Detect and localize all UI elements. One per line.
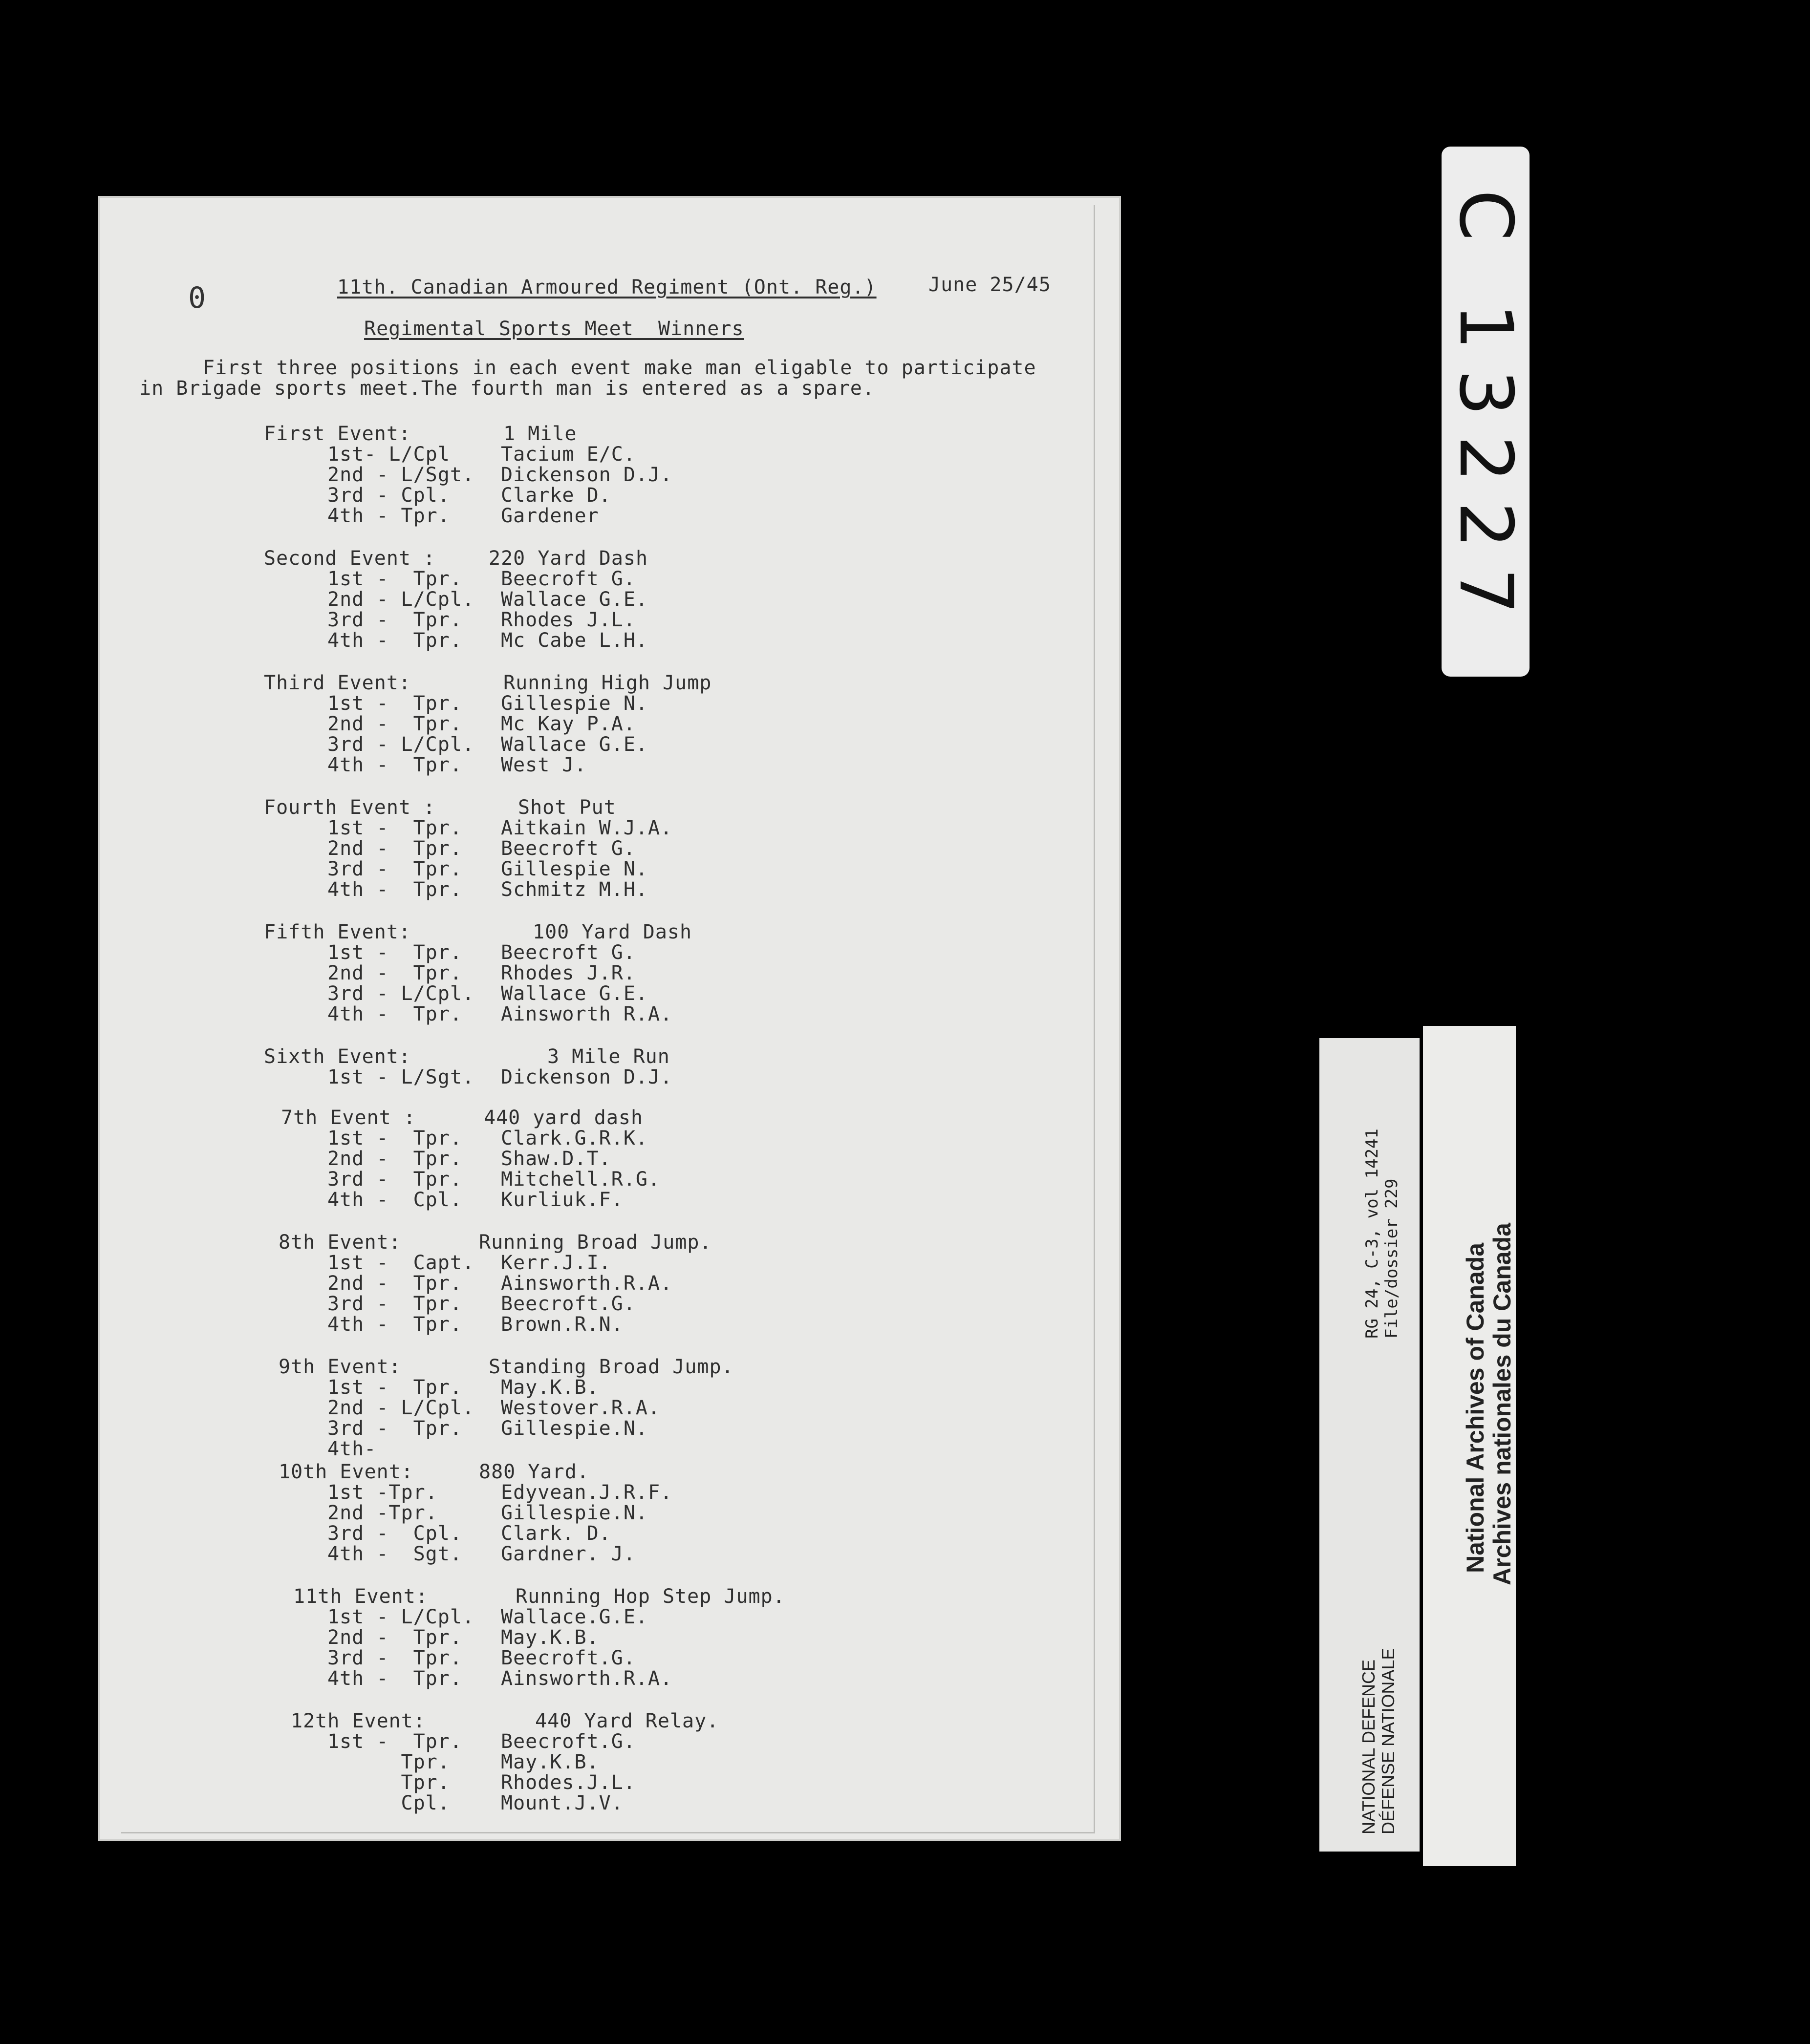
winner-name: Beecroft.G. (501, 1647, 636, 1669)
winner-place: Tpr. (327, 1751, 450, 1773)
winner-place: 1st - L/Cpl. (327, 1606, 474, 1628)
winner-place: 3rd - Cpl. (327, 484, 450, 507)
winner-name: Brown.R.N. (501, 1313, 624, 1336)
winner-place: 3rd - L/Cpl. (327, 982, 474, 1005)
winner-name: Mc Cabe L.H. (501, 629, 648, 652)
reel-label (1442, 147, 1530, 677)
winner-place: 1st - Tpr. (327, 1127, 462, 1150)
event-label: 9th Event: (279, 1356, 401, 1378)
winner-place: 2nd - Tpr. (327, 1148, 462, 1170)
winner-place: 4th - Tpr. (327, 629, 462, 652)
winner-name: Ainsworth.R.A. (501, 1667, 673, 1690)
winner-name: May.K.B. (501, 1626, 599, 1649)
winner-place: 3rd - Tpr. (327, 609, 462, 631)
winner-place: 4th - Cpl. (327, 1189, 462, 1211)
winner-name: Gillespie N. (501, 692, 648, 715)
reference-line-1: RG 24, C-3, vol 14241 (1362, 1128, 1382, 1339)
winner-name: Beecroft G. (501, 837, 636, 860)
winner-place: 2nd - L/Sgt. (327, 464, 474, 486)
winner-name: Rhodes J.L. (501, 609, 636, 631)
winner-place: 2nd - Tpr. (327, 1272, 462, 1295)
intro-line-2: in Brigade sports meet.The fourth man is entered as a spare. (139, 377, 875, 400)
reel-number: C 13227 (1443, 189, 1528, 634)
winner-place: 4th - Tpr. (327, 1313, 462, 1336)
winner-place: 3rd - Cpl. (327, 1522, 462, 1545)
winner-place: 1st- L/Cpl (327, 443, 450, 466)
margin-mark: 0 (188, 281, 206, 315)
winner-name: Ainsworth R.A. (501, 1003, 673, 1025)
reference-line-2: File/dossier 229 (1382, 1178, 1401, 1339)
event-label: 8th Event: (279, 1231, 401, 1254)
winner-place: 4th - Tpr. (327, 1667, 462, 1690)
winner-name: Kerr.J.I. (501, 1252, 611, 1274)
event-name: 440 Yard Relay. (535, 1710, 719, 1732)
winner-name: Aitkain W.J.A. (501, 817, 673, 839)
event-label: 7th Event : (281, 1107, 416, 1129)
winner-name: Gardener (501, 505, 599, 527)
winner-name: Wallace G.E. (501, 733, 648, 756)
winner-place: 1st - Tpr. (327, 941, 462, 964)
winner-place: 4th - Sgt. (327, 1543, 462, 1565)
event-name: Running Hop Step Jump. (516, 1585, 785, 1608)
event-name: Running Broad Jump. (479, 1231, 712, 1254)
winner-place: 1st - Tpr. (327, 817, 462, 839)
event-name: 880 Yard. (479, 1461, 589, 1483)
winner-name: Dickenson D.J. (501, 464, 673, 486)
winner-name: Schmitz M.H. (501, 878, 648, 901)
event-label: Sixth Event: (264, 1045, 411, 1068)
winner-name: Gillespie N. (501, 858, 648, 880)
winner-place: 4th - Tpr. (327, 1003, 462, 1025)
intro-line-1: First three positions in each event make man eligable to participate (203, 357, 1036, 379)
winner-name: Edyvean.J.R.F. (501, 1481, 673, 1504)
winner-name: Beecroft G. (501, 941, 636, 964)
winner-place: 3rd - Tpr. (327, 858, 462, 880)
winner-name: Gardner. J. (501, 1543, 636, 1565)
event-name: Running High Jump (503, 672, 712, 694)
winner-place: 1st - Tpr. (327, 1730, 462, 1753)
winner-place: 4th - Tpr. (327, 878, 462, 901)
winner-name: West J. (501, 754, 587, 776)
winner-place: 2nd - Tpr. (327, 837, 462, 860)
event-label: Fifth Event: (264, 921, 411, 943)
winner-place: 2nd -Tpr. (327, 1502, 438, 1524)
event-label: 11th Event: (293, 1585, 428, 1608)
archive-line-2: Archives nationales du Canada (1488, 1223, 1516, 1585)
event-name: 1 Mile (503, 423, 577, 445)
event-label: 10th Event: (279, 1461, 413, 1483)
event-name: 440 yard dash (484, 1107, 644, 1129)
winner-place: 1st -Tpr. (327, 1481, 438, 1504)
winner-place: 4th- (327, 1438, 377, 1460)
winner-place: 2nd - Tpr. (327, 1626, 462, 1649)
winner-place: 4th - Tpr. (327, 754, 462, 776)
winner-place: 3rd - Tpr. (327, 1647, 462, 1669)
winner-name: Beecroft.G. (501, 1730, 636, 1753)
event-name: 3 Mile Run (547, 1045, 670, 1068)
winner-name: Rhodes.J.L. (501, 1771, 636, 1794)
winner-name: Kurliuk.F. (501, 1189, 624, 1211)
winner-place: 1st - Tpr. (327, 692, 462, 715)
winner-place: 1st - L/Sgt. (327, 1066, 474, 1088)
winner-name: Mount.J.V. (501, 1792, 624, 1814)
event-name: Standing Broad Jump. (489, 1356, 734, 1378)
winner-name: May.K.B. (501, 1376, 599, 1399)
winner-place: Cpl. (327, 1792, 450, 1814)
winner-place: 2nd - L/Cpl. (327, 588, 474, 611)
event-label: Third Event: (264, 672, 411, 694)
winner-place: 1st - Capt. (327, 1252, 474, 1274)
winner-place: 2nd - Tpr. (327, 962, 462, 984)
document-header: 11th. Canadian Armoured Regiment (Ont. Reg.) (337, 276, 877, 298)
event-label: 12th Event: (291, 1710, 426, 1732)
winner-place: 1st - Tpr. (327, 568, 462, 590)
winner-name: Dickenson D.J. (501, 1066, 673, 1088)
winner-place: 2nd - Tpr. (327, 713, 462, 735)
winner-name: Beecroft G. (501, 568, 636, 590)
winner-name: Mitchell.R.G. (501, 1168, 661, 1191)
event-label: Second Event : (264, 547, 436, 570)
winner-name: Wallace G.E. (501, 982, 648, 1005)
winner-name: May.K.B. (501, 1751, 599, 1773)
event-name: Shot Put (518, 796, 616, 819)
winner-place: 2nd - L/Cpl. (327, 1397, 474, 1419)
winner-name: Wallace G.E. (501, 588, 648, 611)
winner-name: Clarke D. (501, 484, 611, 507)
winner-name: Clark.G.R.K. (501, 1127, 648, 1150)
winner-place: 3rd - Tpr. (327, 1168, 462, 1191)
winner-name: Mc Kay P.A. (501, 713, 636, 735)
document-title: Regimental Sports Meet Winners (364, 318, 744, 340)
event-name: 100 Yard Dash (533, 921, 692, 943)
winner-name: Ainsworth.R.A. (501, 1272, 673, 1295)
winner-place: 4th - Tpr. (327, 505, 450, 527)
winner-place: 3rd - Tpr. (327, 1417, 462, 1440)
winner-name: Gillespie.N. (501, 1502, 648, 1524)
winner-place: Tpr. (327, 1771, 450, 1794)
department-line-1: NATIONAL DEFENCE (1358, 1659, 1379, 1834)
winner-place: 1st - Tpr. (327, 1376, 462, 1399)
winner-name: Clark. D. (501, 1522, 611, 1545)
winner-name: Beecroft.G. (501, 1293, 636, 1315)
winner-place: 3rd - L/Cpl. (327, 733, 474, 756)
winner-name: Shaw.D.T. (501, 1148, 611, 1170)
archive-line-1: National Archives of Canada (1462, 1242, 1489, 1573)
event-label: Fourth Event : (264, 796, 436, 819)
event-name: 220 Yard Dash (489, 547, 648, 570)
winner-name: Tacium E/C. (501, 443, 636, 466)
winner-place: 3rd - Tpr. (327, 1293, 462, 1315)
winner-name: Wallace.G.E. (501, 1606, 648, 1628)
winner-name: Westover.R.A. (501, 1397, 661, 1419)
department-line-2: DÉFENSE NATIONALE (1378, 1648, 1398, 1834)
document-date: June 25/45 (928, 274, 1051, 296)
winner-name: Rhodes J.R. (501, 962, 636, 984)
event-label: First Event: (264, 423, 411, 445)
winner-name: Gillespie.N. (501, 1417, 648, 1440)
